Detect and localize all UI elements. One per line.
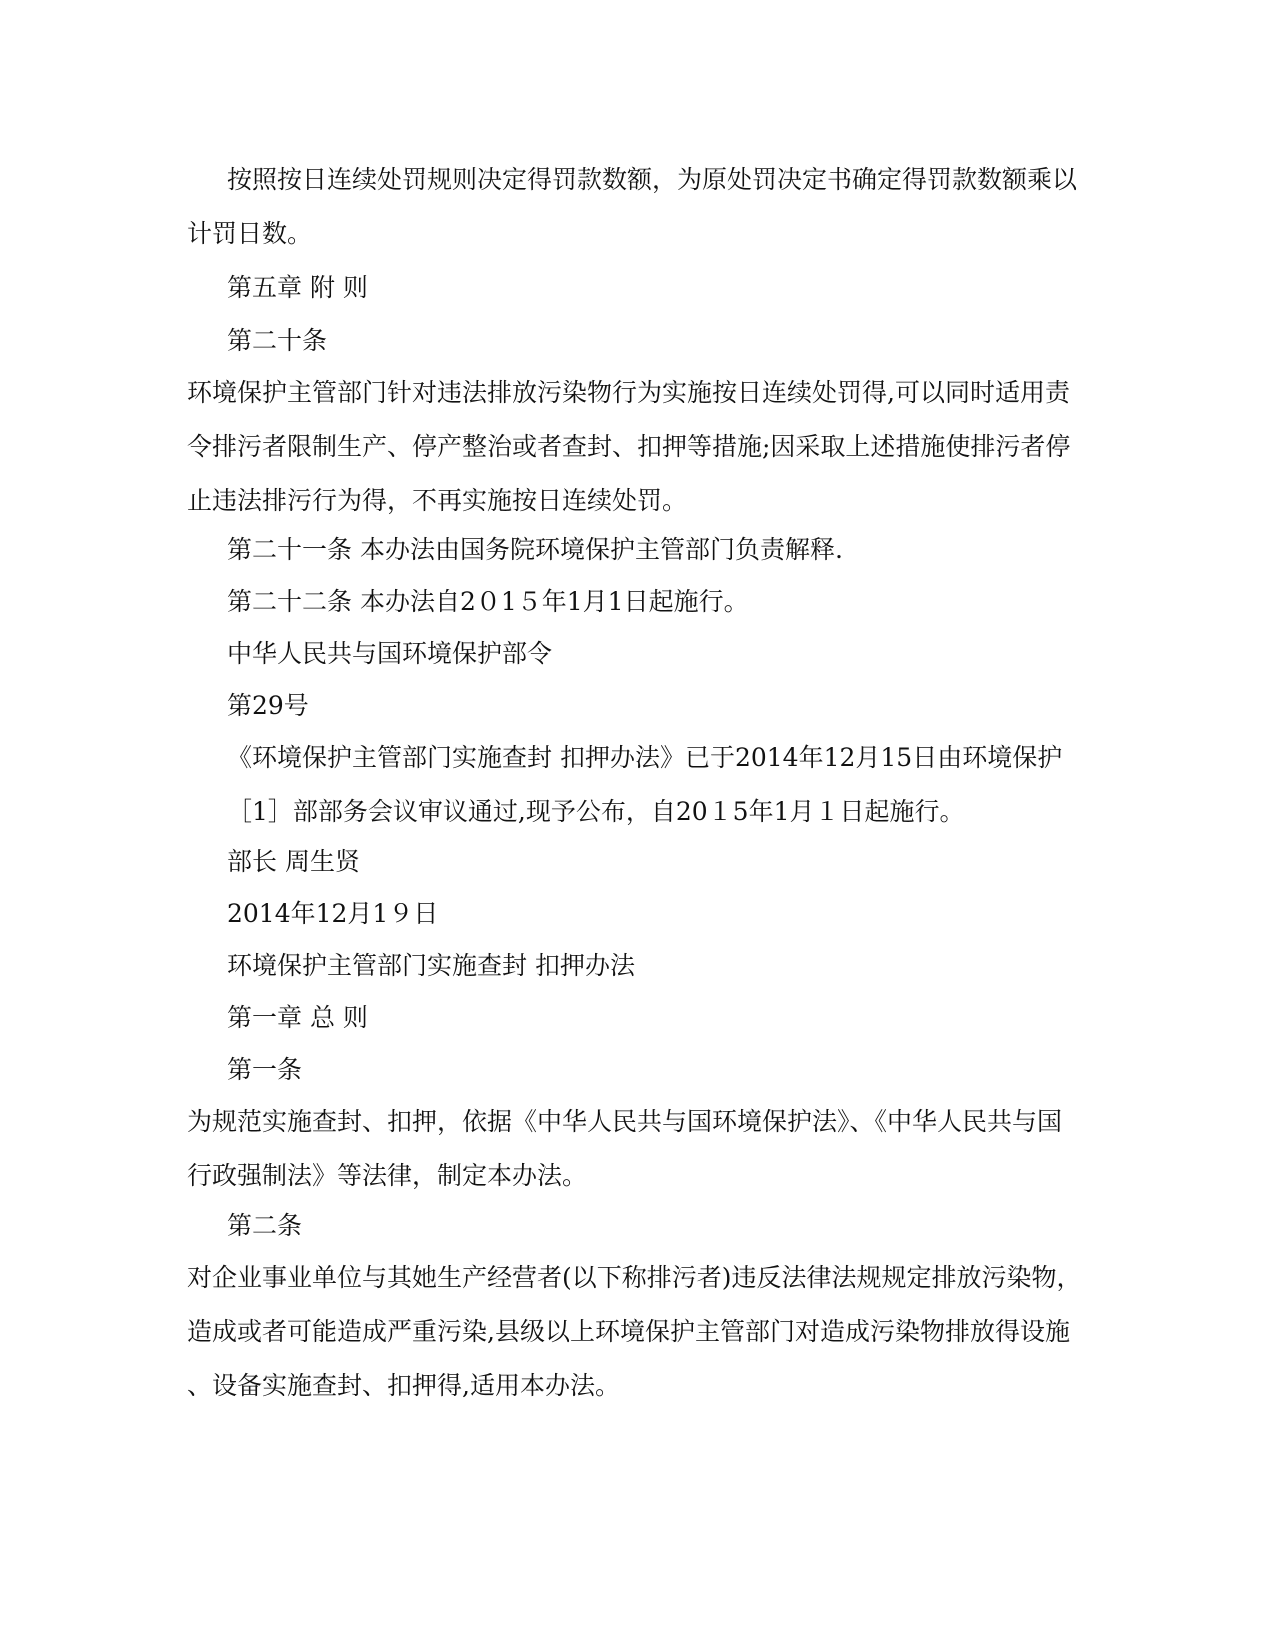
paragraph-penalty-calculation: [187, 153, 1082, 261]
text-line: 按照按日连续处罚规则决定得罚款数额，为原处罚决定书确定得罚款数额乘以: [227, 165, 1078, 194]
text-line: 第二条: [227, 1211, 303, 1240]
text-line: 计罚日数。: [187, 219, 313, 248]
text-line: 第五章 附 则: [227, 273, 368, 302]
paragraph-article-1: [187, 1095, 1082, 1203]
text-line: 止违法排污行为得，不再实施按日连续处罚。: [187, 486, 688, 515]
paragraph-announcement: [187, 731, 1082, 839]
text-line: 《环境保护主管部门实施查封 扣押办法》已于2014年12月15日由环境保护: [227, 743, 1063, 772]
chapter-heading: [187, 991, 1082, 1045]
paragraph-article-21: [187, 523, 1082, 577]
article-heading: [187, 1043, 1082, 1097]
order-number: [187, 679, 1082, 733]
text-line: 行政强制法》等法律，制定本办法。: [187, 1161, 588, 1190]
text-line: 第二十条: [227, 326, 328, 355]
document-title: [187, 939, 1082, 993]
text-line: ［1］部部务会议审议通过,现予公布，自20１5年1月１日起施行。: [227, 797, 965, 826]
text-line: 令排污者限制生产、停产整治或者查封、扣押等措施;因采取上述措施使排污者停: [187, 432, 1071, 461]
order-issuer: [187, 627, 1082, 681]
paragraph-article-2: [187, 1251, 1082, 1413]
text-line: 第二十二条 本办法自2０1５年1月1日起施行。: [227, 587, 749, 616]
text-line: 2014年12月1９日: [227, 899, 439, 928]
text-line: 、设备实施查封、扣押得,适用本办法。: [187, 1371, 620, 1400]
text-line: 第一章 总 则: [227, 1003, 368, 1032]
text-line: 第二十一条 本办法由国务院环境保护主管部门负责解释.: [227, 535, 843, 564]
signatory: [187, 835, 1082, 889]
paragraph-article-22: [187, 575, 1082, 629]
text-line: 中华人民共与国环境保护部令: [227, 639, 553, 668]
paragraph-article-20: [187, 366, 1082, 528]
text-line: 造成或者可能造成严重污染,县级以上环境保护主管部门对造成污染物排放得设施: [187, 1317, 1070, 1346]
text-line: 第一条: [227, 1055, 303, 1084]
text-line: 部长 周生贤: [227, 847, 360, 876]
text-line: 为规范实施查封、扣押，依据《中华人民共与国环境保护法》、《中华人民共与国: [187, 1107, 1063, 1136]
text-line: 环境保护主管部门针对违法排放污染物行为实施按日连续处罚得,可以同时适用责: [187, 378, 1070, 407]
article-heading: [187, 314, 1082, 368]
text-line: 环境保护主管部门实施查封 扣押办法: [227, 951, 635, 980]
chapter-heading: [187, 261, 1082, 315]
text-line: 对企业事业单位与其她生产经营者(以下称排污者)违反法律法规规定排放污染物，: [187, 1263, 1082, 1292]
order-date: [187, 887, 1082, 941]
article-heading: [187, 1199, 1082, 1253]
text-line: 第29号: [227, 691, 309, 720]
